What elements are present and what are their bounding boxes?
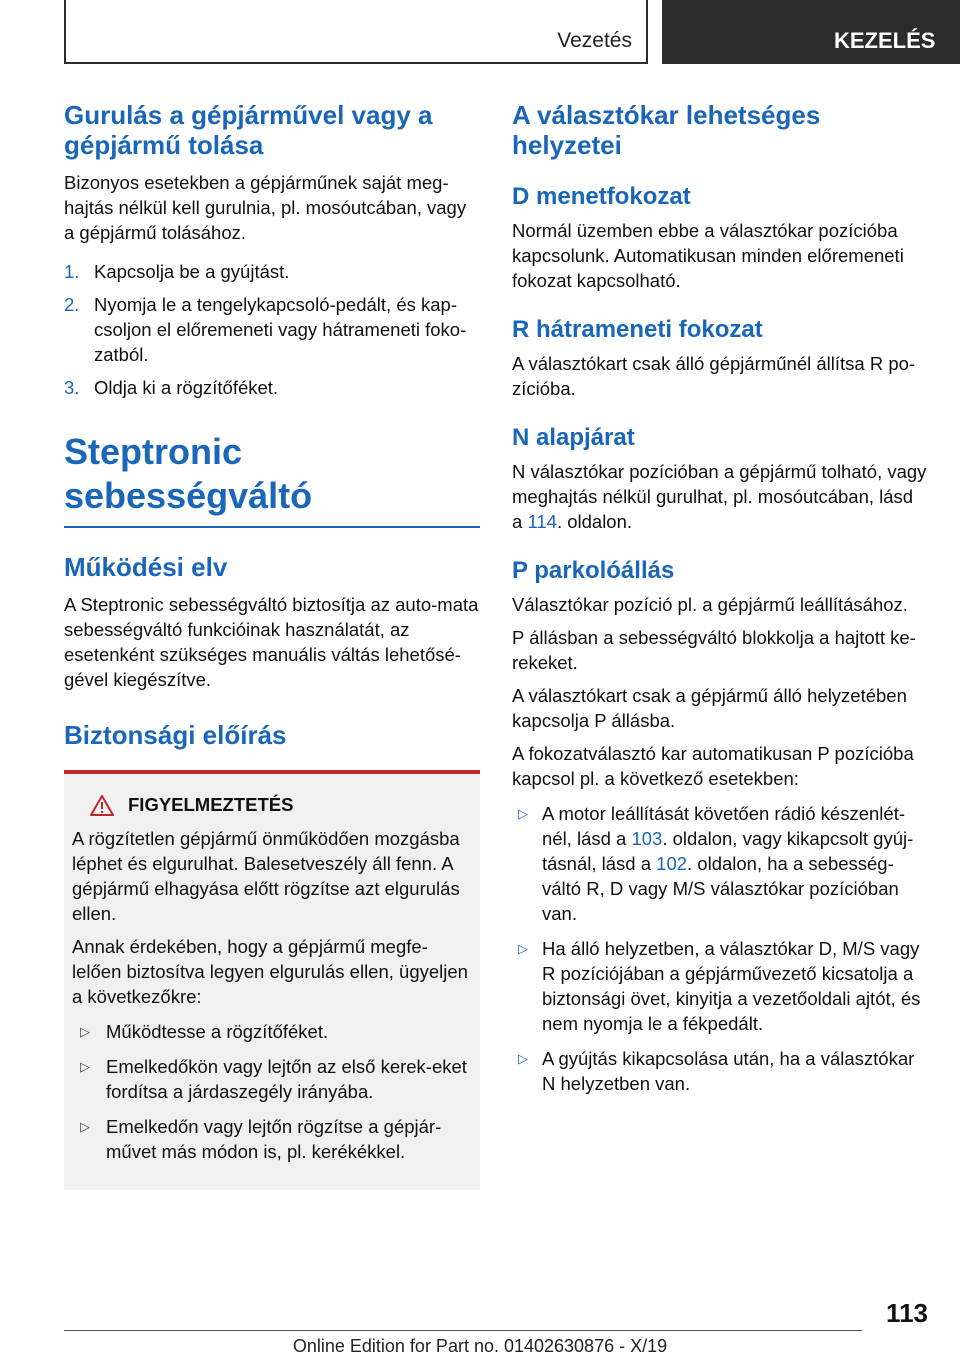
- step-item: [64, 375, 480, 400]
- page-link-114[interactable]: 114: [527, 511, 557, 532]
- warning-list-text: Emelkedőkön vagy lejtőn az első kerek-eket fordítsa a járdaszegély irányába.: [106, 1056, 467, 1102]
- heading-positions: A választókar lehetséges helyzetei: [512, 100, 821, 160]
- bullet-marker-icon: ▷: [80, 1059, 90, 1074]
- header-chapter-tab: KEZELÉS: [662, 0, 960, 64]
- paragraph-n-tail: . oldalon.: [556, 511, 633, 532]
- page-link-103[interactable]: 103: [631, 828, 663, 849]
- bullet-marker-icon: ▷: [80, 1119, 90, 1134]
- left-column: [64, 100, 480, 1190]
- footer-rule: [64, 1330, 862, 1331]
- auto-p-list-item: [512, 936, 928, 1036]
- heading-n: N alapjárat: [512, 424, 635, 451]
- auto-p-list-text: [542, 801, 928, 926]
- footer-edition: Online Edition for Part no. 01402630876 - X/19: [292, 1336, 668, 1356]
- heading-steptronic: Steptronic sebességváltó: [64, 430, 480, 528]
- paragraph-p1: Választókar pozíció pl. a gépjármű leállításához.: [512, 594, 908, 615]
- paragraph-r: A választókart csak álló gépjárműnél állítsa R po-zícióba.: [512, 353, 916, 399]
- step-text: Oldja ki a rögzítőféket.: [94, 377, 279, 398]
- warning-list: [72, 1019, 472, 1164]
- rolling-steps: [64, 259, 480, 400]
- paragraph-p3: A választókart csak a gépjármű álló helyzetében kapcsolja P állásba.: [512, 685, 907, 731]
- paragraph-principle: A Steptronic sebességváltó biztosítja az auto-mata sebességváltó funkcióinak használatát, az esetenként szükséges manuális váltás lehetősé-gével kiegészítve.: [64, 594, 479, 690]
- bullet-marker-icon: ▷: [518, 941, 528, 956]
- paragraph-d: Normál üzemben ebbe a választókar pozícióba kapcsolunk. Automatikusan minden előremeneti fokozat kapcsolható.: [512, 220, 904, 291]
- warning-list-item: [72, 1054, 472, 1104]
- step-number: 2.: [64, 294, 80, 315]
- auto-p-list-text: Ha álló helyzetben, a választókar D, M/S vagy R pozíciójában a gépjárművezető kicsatolja a biztonsági övet, kinyitja a vezetőoldali ajtót, és nem nyomja le a fékpedált.: [542, 938, 921, 1034]
- paragraph-p4: A fokozatválasztó kar automatikusan P pozícióba kapcsol pl. a következő esetekben:: [512, 743, 914, 789]
- paragraph-n-text: N választókar pozícióban a gépjármű tolható, vagy meghajtás nélkül gurulhat, pl. mosóutcában, lásd a: [512, 461, 927, 532]
- step-item: [64, 292, 480, 367]
- bullet-marker-icon: ▷: [518, 806, 528, 821]
- heading-rolling: Gurulás a gépjárművel vagy a gépjármű tolása: [64, 100, 433, 160]
- paragraph-p2: P állásban a sebességváltó blokkolja a hajtott ke-rekeket.: [512, 627, 916, 673]
- step-number: 1.: [64, 261, 80, 282]
- auto-p-list-item: [512, 1046, 928, 1096]
- warning-list-item: [72, 1114, 472, 1164]
- heading-p: P parkolóállás: [512, 557, 675, 584]
- paragraph-rolling: Bizonyos esetekben a gépjárműnek saját meg-hajtás nélkül kell gurulnia, pl. mosóutcában, vagy a gépjármű tolásához.: [64, 172, 467, 243]
- heading-principle: Működési elv: [64, 552, 228, 582]
- header-section-box: [64, 0, 648, 64]
- list-text-part: A motor leállítását követően rádió készenlét-nél, lásd a: [542, 803, 905, 849]
- warning-title: FIGYELMEZTETÉS: [128, 794, 294, 815]
- warning-triangle-icon: [90, 795, 114, 816]
- step-item: [64, 259, 480, 284]
- warning-paragraph-2: Annak érdekében, hogy a gépjármű megfe-lelően biztosítva legyen elgurulás ellen, ügyeljen a következőkre:: [72, 936, 468, 1007]
- page-number: 113: [886, 1298, 928, 1328]
- right-column: [512, 100, 928, 1106]
- auto-p-list-item: [512, 801, 928, 926]
- warning-paragraph-1: A rögzítetlen gépjármű önműködően mozgásba léphet és elgurulhat. Balesetveszély áll fenn. A gépjármű elhagyása előtt rögzítse azt elgurulás ellen.: [72, 828, 460, 924]
- step-text: Kapcsolja be a gyújtást.: [94, 261, 290, 282]
- paragraph-n: [512, 459, 928, 534]
- step-text: Nyomja le a tengelykapcsoló-pedált, és kap-csoljon el előremeneti vagy hátrameneti foko-zatból.: [94, 294, 467, 365]
- warning-box: [64, 770, 480, 1190]
- heading-d: D menetfokozat: [512, 183, 691, 210]
- warning-title-row: [90, 794, 472, 816]
- warning-list-text: Működtesse a rögzítőféket.: [106, 1021, 329, 1042]
- heading-r: R hátrameneti fokozat: [512, 316, 763, 343]
- bullet-marker-icon: ▷: [518, 1051, 528, 1066]
- page-link-102[interactable]: 102: [656, 853, 688, 874]
- header-section-label: Vezetés: [557, 29, 632, 52]
- auto-p-list-text: A gyújtás kikapcsolása után, ha a választókar N helyzetben van.: [542, 1048, 915, 1094]
- list-text-part: . oldalon, ha a sebesség-váltó R, D vagy M/S választókar pozícióban van.: [542, 853, 899, 924]
- heading-safety: Biztonsági előírás: [64, 720, 287, 750]
- warning-list-item: [72, 1019, 472, 1044]
- list-text-part: . oldalon, vagy kikapcsolt gyúj-tásnál, lásd a: [542, 828, 914, 874]
- warning-list-text: Emelkedőn vagy lejtőn rögzítse a gépjár-művet más módon is, pl. kerékékkel.: [106, 1116, 442, 1162]
- step-number: 3.: [64, 377, 80, 398]
- auto-p-list: [512, 801, 928, 1096]
- bullet-marker-icon: ▷: [80, 1024, 90, 1039]
